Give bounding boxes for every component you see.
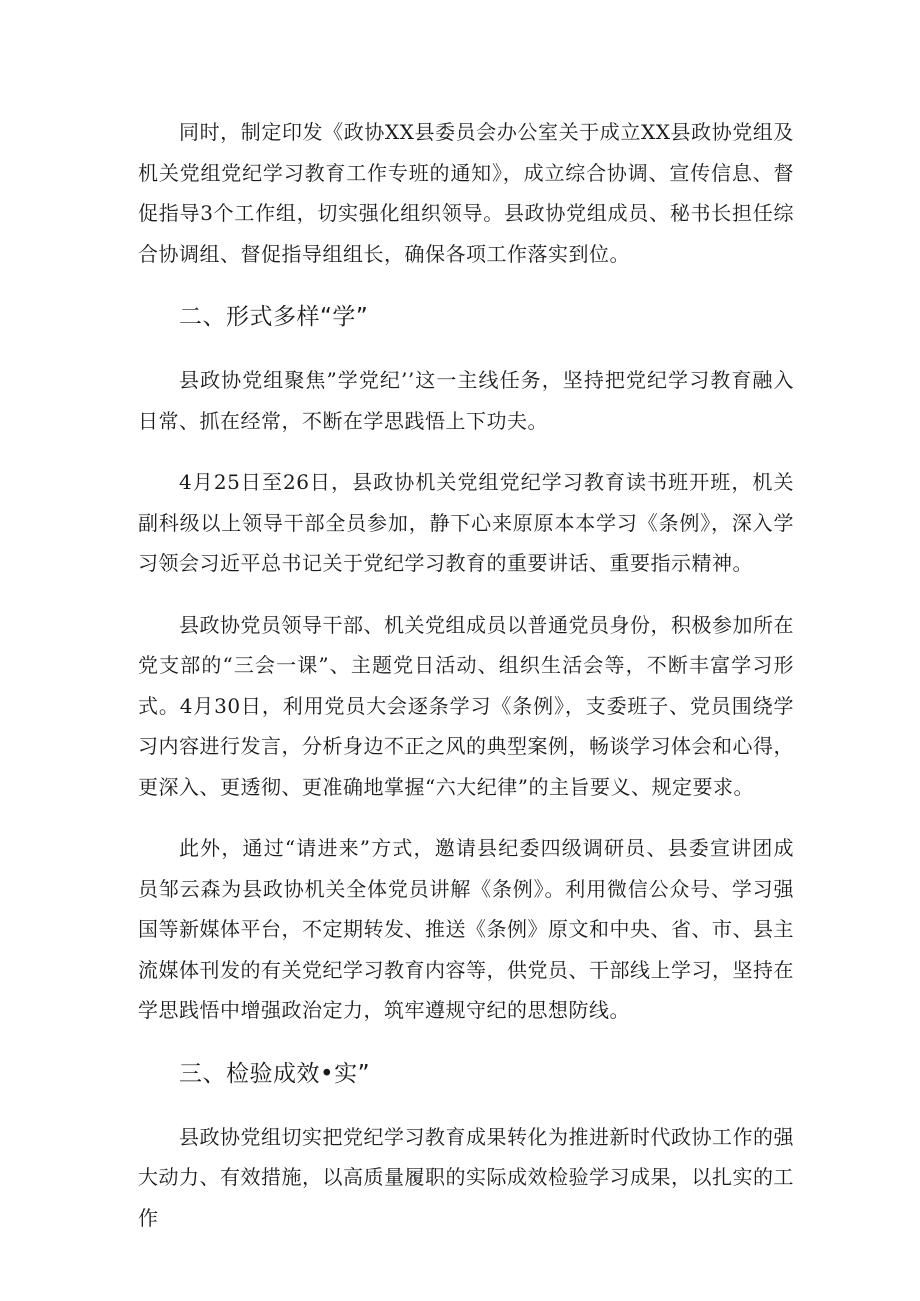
paragraph-party-meetings: 县政协党员领导干部、机关党组成员以普通党员身份，积极参加所在党支部的“三会一课”、主题党日活动、组织生活会等，不断丰富学习形式。4月30日，利用党员大会逐条学习《条例》，支委班子、党员围绕学习内容进行发言，分析身边不正之风的典型案例，畅谈学习体会和心得，更深入、更透彻、更准确地掌握“六大纪律”的主旨要义、规定要求。 xyxy=(138,612,794,799)
document-body xyxy=(138,112,794,1259)
section-heading-results: 三、检验成效•实” xyxy=(179,1060,370,1087)
paragraph-work-team: 同时，制定印发《政协XX县委员会办公室关于成立XX县政协党组及机关党组党纪学习教育工作专班的通知》，成立综合协调、宣传信息、督促指导3个工作组，切实强化组织领导。县政协党组成员、秘书长担任综合协调组、督促指导组组长，确保各项工作落实到位。 xyxy=(138,120,794,266)
paragraph-reading-class: 4月25日至26日，县政协机关党组党纪学习教育读书班开班，机关副科级以上领导干部全员参加，静下心来原原本本学习《条例》，深入学习领会习近平总书记关于党纪学习教育的重要讲话、重要指示精神。 xyxy=(138,470,794,575)
paragraph-lectures-media: 此外，通过“请进来”方式，邀请县纪委四级调研员、县委宣讲团成员邹云森为县政协机关全体党员讲解《条例》。利用微信公众号、学习强国等新媒体平台，不定期转发、推送《条例》原文和中央、省、市、县主流媒体刊发的有关党纪学习教育内容等，供党员、干部线上学习，坚持在学思践悟中增强政治定力，筑牢遵规守纪的思想防线。 xyxy=(138,836,794,1022)
section-heading-study-forms: 二、形式多样“学” xyxy=(179,304,369,330)
paragraph-main-task: 县政协党组聚焦”学党纪’’这一主线任务，坚持把党纪学习教育融入日常、抓在经常，不断在学思践悟上下功夫。 xyxy=(138,368,794,433)
paragraph-results-intro: 县政协党组切实把党纪学习教育成果转化为推进新时代政协工作的强大动力、有效措施，以高质量履职的实际成效检验学习成果，以扎实的工作 xyxy=(138,1124,794,1230)
